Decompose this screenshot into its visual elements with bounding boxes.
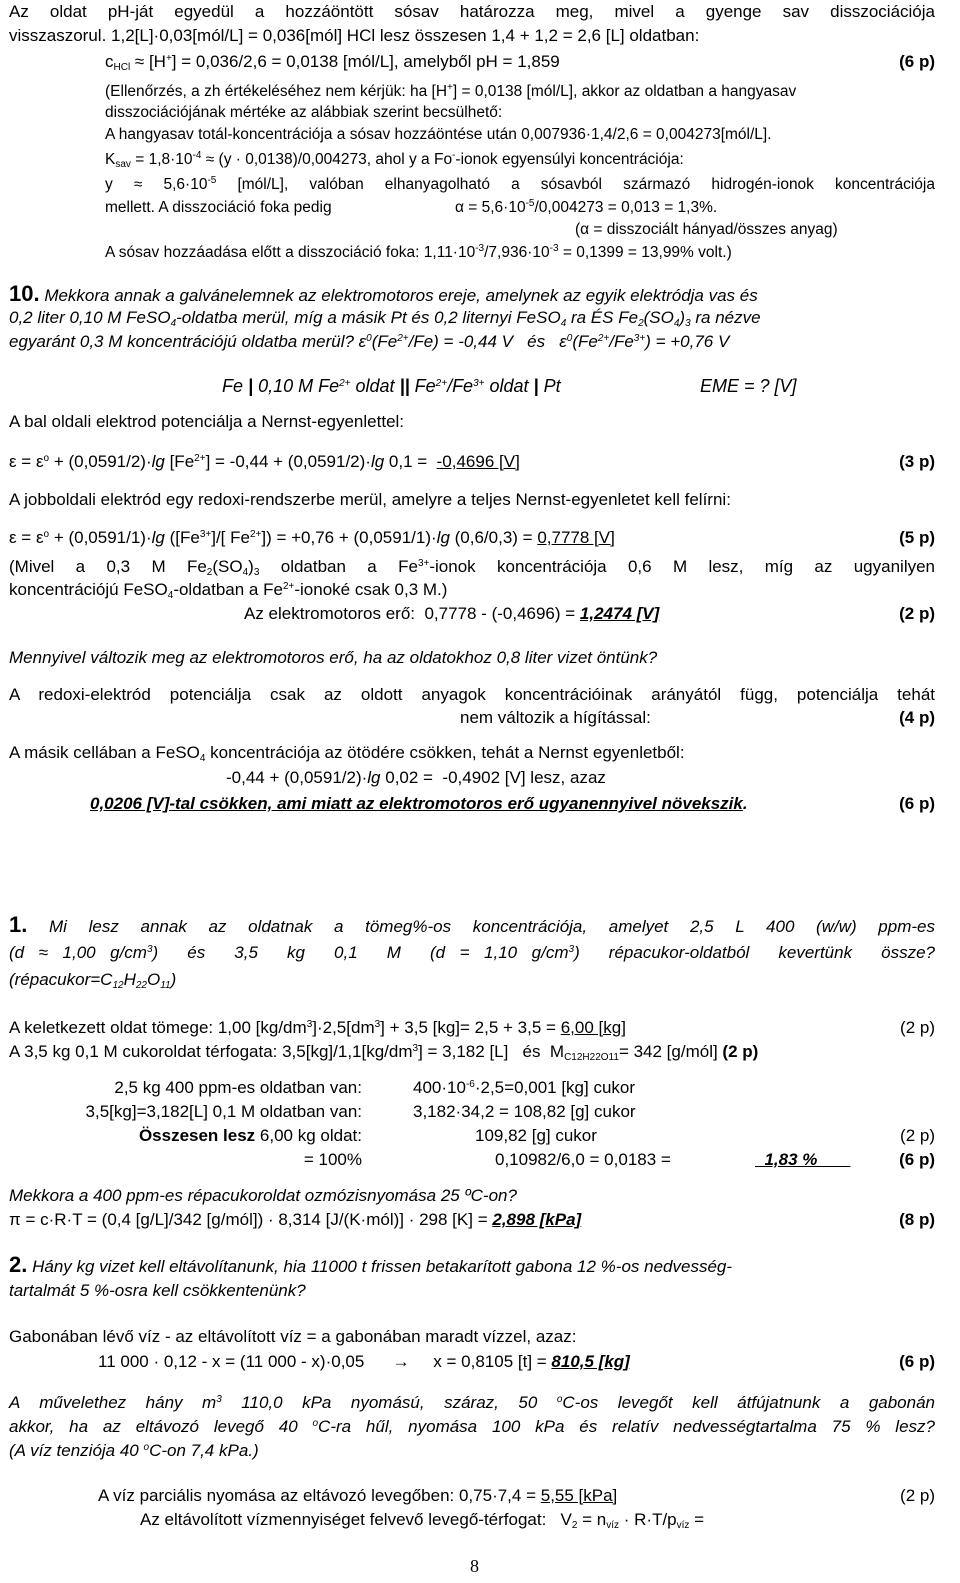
question-1-line: [9, 912, 935, 937]
text-line: disszociációjának mértéke az alábbiak szerint becsülhető:: [105, 104, 503, 121]
text-line: A redoxi-elektród potenciálja csak az oldott anyagok koncentrációinak arányától függ, potenciálja tehát: [9, 685, 935, 704]
points-label: (6 p): [899, 794, 935, 813]
text-line: koncentrációjú FeSO$_4$-oldatban a $Fe^{2+}$-ionoké csak 0,3 M.): [9, 580, 448, 601]
table-label: 3,5[kg]=3,182[L] 0,1 M oldatban van:: [85, 1102, 362, 1121]
question-2-line: tartalmát 5 %-osra kell csökkentenünk?: [9, 1281, 306, 1300]
equation-line: $\varepsilon = \varepsilon^o + (0,0591/2)\cdot\lg$ $[Fe^{2+}] = -0,44 + (0,0591/2)\cdot\lg$ 0,1 = -0,4696 [V]: [9, 452, 520, 471]
text-line: A keletkezett oldat tömege: 1,00 $[kg/dm^3]\cdot 2,5[dm^3] + 3,5$ [kg]= 2,5 + 3,5 = 6,00 [kg]: [9, 1018, 626, 1037]
result-line: Az elektromotoros erő: 0,7778 - (-0,4696) = 1,2474 [V]: [244, 604, 660, 623]
table-value: 3,182·34,2 = 108,82 [g] cukor: [413, 1102, 636, 1121]
table-label: 2,5 kg 400 ppm-es oldatban van:: [114, 1078, 362, 1097]
points-label: (6 p): [899, 1352, 935, 1371]
question-text: Mi lesz annak az oldatnak a tömeg%-os koncentrációja, amelyet 2,5 L 400 (w/w) ppm-es: [27, 917, 935, 936]
cell-notation: Fe | 0,10 M $Fe^{2+}$ oldat || $Fe^{2+}/Fe^{3+}$ oldat | Pt: [222, 376, 561, 396]
text-line: Az oldat pH-ját egyedül a hozzáöntött sósav határozza meg, mivel a gyenge sav disszociációja: [9, 2, 935, 21]
subquestion-line: (A víz tenziója 40 $^o$C-on 7,4 kPa.): [9, 1441, 259, 1460]
question-text: Mekkora annak a galvánelemnek az elektromotoros ereje, amelynek az egyik elektródja vas és: [39, 286, 758, 305]
points-label: (5 p): [899, 528, 935, 547]
question-number: 10.: [9, 281, 40, 306]
points-label: (4 p): [899, 708, 935, 727]
equation-line: $\varepsilon = \varepsilon^o + (0,0591/1)\cdot\lg$ ($[Fe^{3+}]/$[ $Fe^{2+}]) = +0,76 + (0,0591/1)\cdot\lg$ (0,6/0,3) = 0,7778 [V]: [9, 528, 615, 547]
text-line: A sósav hozzáadása előtt a disszociáció foka: $1,11\cdot 10^{-3}/7,936\cdot 10^{-3} = 0,1399 = 13,99\%$ volt.): [105, 243, 732, 261]
question-1-line: (d ≈ 1,00 $g/cm^3$) és 3,5 kg 0,1 M (d = 1,10 $g/cm^3$) répacukor-oldatból kevertünk össze?: [9, 943, 936, 962]
points-label: (6 p): [899, 1150, 935, 1169]
text-line: visszaszorul. 1,2[L]·0,03[mól/L] = 0,036[mól] HCl lesz összesen 1,4 + 1,2 = 2,6 [L] oldatban:: [9, 26, 700, 45]
table-value: 109,82 [g] cukor: [475, 1126, 597, 1145]
points-label: (2 p): [900, 1126, 935, 1145]
text-line: A másik cellában a FeSO$_4$ koncentrációja az ötödére csökken, tehát a Nernst egyenletből:: [9, 743, 685, 764]
text-line: Gabonában lévő víz - az eltávolított víz = a gabonában maradt vízzel, azaz:: [9, 1327, 577, 1346]
subquestion-line: Mekkora a 400 ppm-es répacukoroldat ozmózisnyomása 25 ºC-on?: [9, 1186, 517, 1205]
text-line: mellett. A disszociáció foka pedig: [105, 199, 332, 216]
points-label: (2 p): [899, 604, 935, 623]
text-line: A bal oldali elektrod potenciálja a Nernst-egyenlettel:: [9, 412, 405, 431]
equation-line: -0,44 + (0,0591/2)·lg 0,02 = -0,4902 [V] lesz, azaz: [226, 768, 606, 787]
text-line: $\alpha = 5,6\cdot 10^{-5}/0,004273 = 0,013 = 1,3\%$.: [455, 198, 718, 216]
question-number: 1.: [9, 912, 28, 937]
text-line: Az eltávolított vízmennyiséget felvevő levegő-térfogat: $V_2 = n_{víz} \cdot R\cdot T/p_{víz}$ =: [140, 1510, 705, 1531]
points-label: (2 p): [900, 1486, 935, 1505]
equation-line: π = c·R·T = (0,4 [g/L]/342 [g/mól]) · 8,314 [J/(K·mól)] · 298 [K] = 2,898 [kPa]: [9, 1210, 582, 1229]
points-label: (8 p): [899, 1210, 935, 1229]
question-1-line: $(répacukor=C_{12}H_{22}O_{11})$: [9, 970, 177, 991]
question-10-line: [9, 281, 758, 306]
question-10-line: egyaránt 0,3 M koncentrációjú oldatba merül? $\varepsilon^0(Fe^{2+}/Fe) = -0,44$ V és $\varepsilon^0(Fe^{2+}/Fe^{3+}) = +0,76$ V: [9, 332, 730, 351]
text-line: (Mivel a 0,3 M $Fe_2(SO_4)_3$ oldatban a $Fe^{3+}$-ionok koncentrációja 0,6 M lesz, míg az ugyanilyen: [9, 557, 936, 578]
table-label: Összesen lesz 6,00 kg oldat:: [138, 1126, 362, 1145]
text-line: A jobboldali elektród egy redoxi-rendszerbe merül, amelyre a teljes Nernst-egyenletet kell felírni:: [9, 490, 731, 509]
text-line: A hangyasav totál-koncentrációja a sósav hozzáöntése után 0,007936·1,4/2,6 = 0,004273[mól/L].: [105, 126, 772, 143]
subquestion-line: A művelethez hány $m^3$ 110,0 kPa nyomású, száraz, 50 $^o$C-os levegőt kell átfújatnunk a gabonán: [9, 1393, 935, 1412]
question-number: 2.: [9, 1252, 28, 1277]
question-10-line: 0,2 liter 0,10 M FeSO$_4$-oldatba merül, míg a másik Pt és 0,2 liternyi FeSO$_4$ ra ÉS $Fe_2(SO_4)_3$ ra nézve: [9, 308, 761, 329]
question-2-line: [9, 1252, 733, 1277]
text-line: $K_{sav} = 1,8\cdot 10^{-4} \approx (y \cdot 0,0138)/0,004273$, ahol y a Fo--ionok egyensúlyi koncentrációja:: [105, 150, 684, 170]
text-line: $y \approx 5,6\cdot 10^{-5}$ [mól/L], valóban elhanyagolható a sósavból származó hidrogén-ionok koncentrációja: [105, 175, 935, 193]
text-line: $c_{HCl} \approx [H^+] = 0,036/2,6 = 0,0138$ [mól/L], amelyből pH = 1,859: [105, 52, 560, 73]
table-value: $400\cdot 10^{-6}\cdot 2,5=0,001$ [kg] cukor: [413, 1078, 636, 1097]
points-label: (2 p): [900, 1018, 935, 1037]
page-number: 8: [470, 1556, 479, 1576]
result-value: 1,83 %: [755, 1150, 851, 1169]
question-text: Hány kg vizet kell eltávolítanunk, hia 11000 t frissen betakarított gabona 12 %-os nedvesség-: [27, 1257, 733, 1276]
text-line: A víz parciális nyomása az eltávozó levegőben: 0,75·7,4 = 5,55 [kPa]: [98, 1486, 618, 1505]
eme-label: EME = ? [V]: [700, 376, 797, 396]
result-line: 0,0206 [V]-tal csökken, ami miatt az elektromotoros erő ugyanennyivel növekszik.: [90, 794, 748, 813]
table-label: = 100%: [303, 1150, 362, 1169]
subquestion-line: akkor, ha az eltávozó levegő 40 $^o$C-ra hűl, nyomása 100 kPa és relatív nedvességtartalma 75 % lesz?: [9, 1417, 935, 1436]
text-line: (Ellenőrzés, a zh értékeléséhez nem kérjük: ha [H+] = 0,0138 [mól/L], akkor az oldatban a hangyasav: [105, 82, 797, 100]
equation-line: 11 000 · 0,12 - x = (11 000 - x)·0,05 → x = 0,8105 [t] = 810,5 [kg]: [98, 1352, 630, 1371]
text-line: (α = disszociált hányad/összes anyag): [575, 221, 838, 238]
text-line: nem változik a hígítással:: [460, 708, 651, 727]
table-value: 0,10982/6,0 = 0,0183 =: [495, 1150, 671, 1169]
subquestion-line: Mennyivel változik meg az elektromotoros erő, ha az oldatokhoz 0,8 liter vizet öntünk?: [9, 648, 658, 667]
text-line: A 3,5 kg 0,1 M cukoroldat térfogata: $3,5[kg]/1,1[kg/dm^3] = 3,182$ [L] és $M_{C12H22O11}= 342$ [g/mól] (2 p): [9, 1042, 759, 1063]
points-label: (3 p): [899, 452, 935, 471]
points-label: (6 p): [899, 52, 935, 71]
